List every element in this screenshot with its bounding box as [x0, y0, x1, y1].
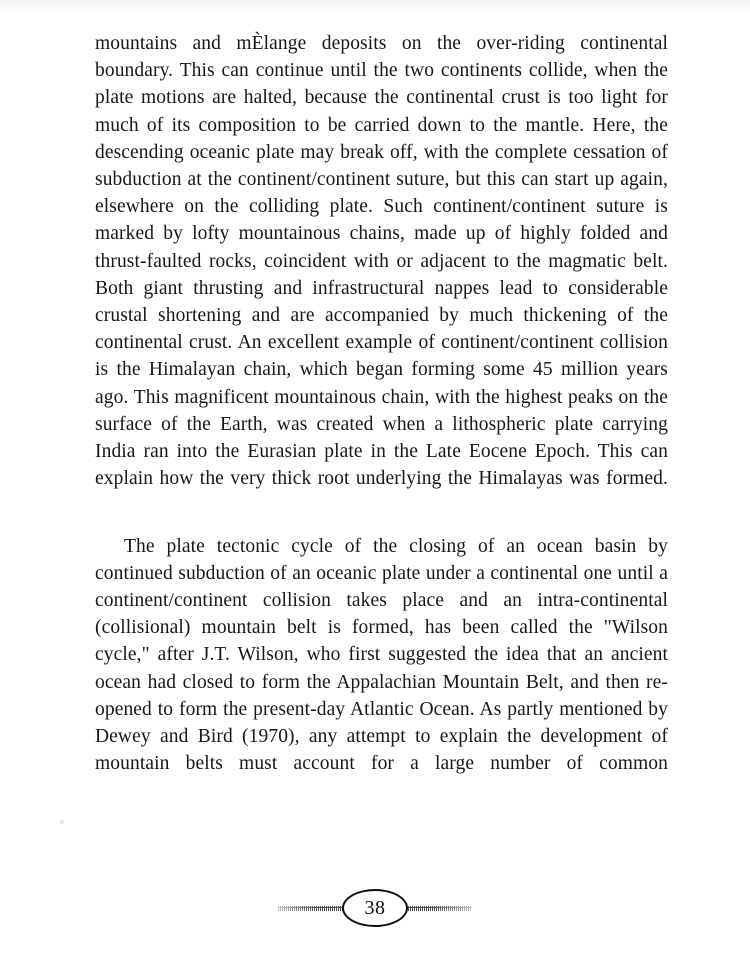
page-footer: [0, 888, 750, 928]
hatched-rule-left-icon: [278, 905, 348, 912]
hatched-rule-right-icon: [402, 905, 472, 912]
page-number-badge: [342, 889, 408, 927]
scan-speck-artifact: [60, 820, 64, 824]
page-number: 38: [364, 897, 386, 919]
body-paragraph-2: The plate tectonic cycle of the closing of an ocean basin by continued subduction of an oceanic plate under a continental one until a continent/continent collision takes place and an intra-continental (collisional) mountain belt is formed, has been called the "Wilson cycle," after J.T. Wilson, who first suggested the idea that an ancient ocean had closed to form the Appalachian Mountain Belt, and then re-opened to form the present-day Atlantic Ocean. As partly mentioned by Dewey and Bird (1970), any attempt to explain the development of mountain belts must account for a large number of common: [95, 535, 668, 775]
body-paragraph-1: mountains and mÈlange deposits on the over-riding continental boundary. This can continue until the two continents collide, when the plate motions are halted, because the continental crust is too light for much of its composition to be carried down to the mantle. Here, the descending oceanic plate may break off, with the complete cessation of subduction at the continent/continent suture, but this can start up again, elsewhere on the colliding plate. Such continent/continent suture is marked by lofty mountainous chains, made up of highly folded and thrust-faulted rocks, coincident with or adjacent to the magmatic belt. Both giant thrusting and infrastructural nappes lead to considerable crustal shortening and are accompanied by much thickening of the continental crust. An excellent example of continent/continent collision is the Himalayan chain, which began forming some 45 million years ago. This magnificent mountainous chain, with the highest peaks on the surface of the Earth, was created when a lithospheric plate carrying India ran into the Eurasian plate in the Late Eocene Epoch. This can explain how the very thick root underlying the Himalayas was formed.: [95, 33, 668, 490]
page-text-body: [95, 30, 668, 805]
scan-edge-artifact: [0, 0, 750, 14]
